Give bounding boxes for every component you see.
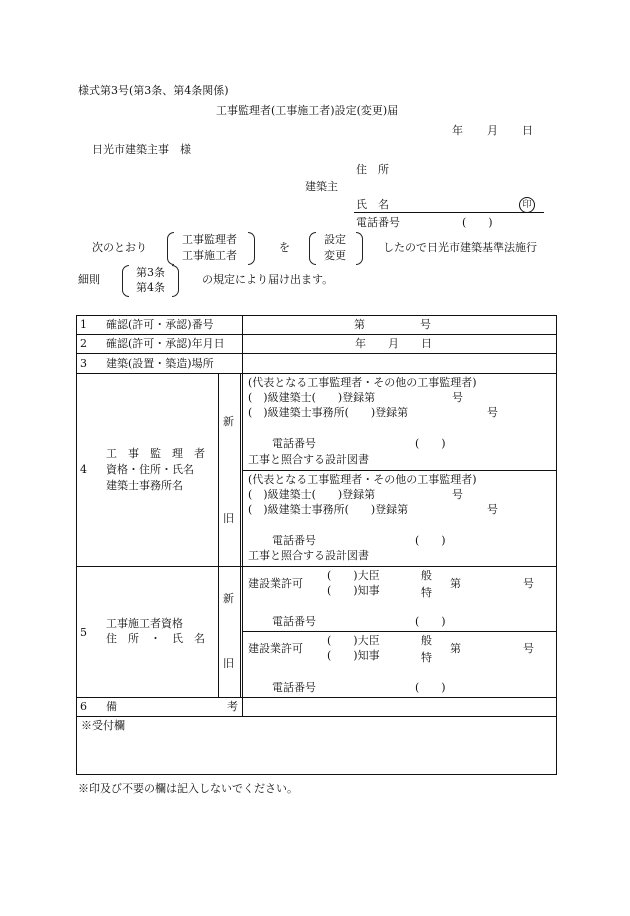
row4-new-label: 新 bbox=[223, 415, 234, 428]
row3-label: 建築(設置・築造)場所 bbox=[106, 357, 214, 370]
date-day: 日 bbox=[522, 124, 533, 137]
new-minister: ( )大臣 bbox=[327, 569, 380, 582]
new-phone-paren: ( ) bbox=[415, 437, 446, 450]
name-underline bbox=[354, 212, 544, 213]
column-divider bbox=[242, 315, 243, 717]
row5-new-label: 新 bbox=[223, 592, 234, 605]
statement-prefix: 次のとおり bbox=[92, 241, 147, 254]
date-month: 月 bbox=[487, 124, 498, 137]
right-brace bbox=[248, 232, 255, 265]
statement-particle: を bbox=[279, 241, 290, 254]
new-representative-line: (代表となる工事監理者・その他の工事監理者) bbox=[248, 376, 477, 389]
seal-mark: 印 bbox=[519, 197, 535, 213]
row5-number: 5 bbox=[80, 626, 87, 639]
row5-new-phone-paren: ( ) bbox=[415, 615, 446, 628]
row2-value: 年 月 日 bbox=[355, 337, 432, 350]
address-label: 住 所 bbox=[356, 163, 389, 176]
row4-old-label: 旧 bbox=[223, 512, 234, 525]
old-governor: ( )知事 bbox=[327, 649, 380, 662]
row3-number: 3 bbox=[80, 357, 87, 370]
right-brace bbox=[356, 232, 363, 265]
row2-number: 2 bbox=[80, 337, 87, 350]
option-contractor: 工事施工者 bbox=[182, 249, 237, 262]
old-phone-label: 電話番号 bbox=[272, 534, 316, 547]
receipt-label: ※受付欄 bbox=[81, 719, 125, 732]
applicant-role: 建築主 bbox=[305, 180, 338, 193]
row1-value: 第 号 bbox=[354, 318, 431, 331]
left-brace bbox=[167, 232, 174, 265]
left-brace bbox=[309, 232, 316, 265]
new-license-label: 建設業許可 bbox=[248, 577, 303, 590]
date-year: 年 bbox=[452, 124, 463, 137]
old-license-dai: 第 bbox=[450, 642, 461, 655]
old-design-docs: 工事と照合する設計図書 bbox=[248, 549, 369, 562]
row5-old-phone-paren: ( ) bbox=[415, 681, 446, 694]
form-title: 工事監理者(工事施工者)設定(変更)届 bbox=[216, 104, 399, 117]
row4-label-line1: 工 事 監 理 者 bbox=[106, 447, 205, 460]
row2-label: 確認(許可・承認)年月日 bbox=[106, 337, 225, 350]
option-change: 変更 bbox=[324, 249, 346, 262]
right-brace bbox=[172, 265, 179, 297]
old-license-go: 号 bbox=[523, 642, 534, 655]
old-general: 般 bbox=[421, 634, 432, 647]
receipt-box bbox=[76, 716, 557, 775]
option-supervisor: 工事監理者 bbox=[182, 233, 237, 246]
old-license-label: 建設業許可 bbox=[248, 642, 303, 655]
statement-line2-prefix: 細則 bbox=[78, 273, 100, 286]
new-phone-label: 電話番号 bbox=[272, 437, 316, 450]
new-license-dai: 第 bbox=[450, 577, 461, 590]
row-divider bbox=[242, 470, 557, 471]
new-special: 特 bbox=[421, 586, 432, 599]
footnote: ※印及び不要の欄は記入しないでください。 bbox=[78, 782, 298, 795]
row5-label-line1: 工事施工者資格 bbox=[106, 617, 183, 630]
applicant-phone-label: 電話番号 bbox=[356, 216, 400, 229]
new-office-go: 号 bbox=[487, 406, 498, 419]
row4-label-line3: 建築士事務所名 bbox=[106, 479, 183, 492]
old-architect-line: ( )級建築士( )登録第 bbox=[248, 488, 376, 501]
old-architect-go: 号 bbox=[452, 488, 463, 501]
option-article4: 第4条 bbox=[136, 281, 165, 294]
new-office-line: ( )級建築士事務所( )登録第 bbox=[248, 406, 409, 419]
row1-number: 1 bbox=[80, 318, 87, 331]
applicant-phone-paren: ( ) bbox=[462, 216, 493, 229]
old-office-line: ( )級建築士事務所( )登録第 bbox=[248, 503, 409, 516]
statement-line2-suffix: の規定により届け出ます。 bbox=[202, 273, 334, 286]
left-brace bbox=[122, 265, 129, 297]
row1-label: 確認(許可・承認)番号 bbox=[106, 318, 214, 331]
option-article3: 第3条 bbox=[136, 266, 165, 279]
row6-number: 6 bbox=[80, 700, 87, 713]
addressee: 日光市建築主事 様 bbox=[92, 143, 191, 156]
row-divider bbox=[76, 697, 557, 698]
name-label: 氏 名 bbox=[356, 198, 389, 211]
row5-old-label: 旧 bbox=[223, 657, 234, 670]
statement-suffix: したので日光市建築基準法施行 bbox=[383, 241, 537, 254]
form-number: 様式第3号(第3条、第4条関係) bbox=[78, 84, 229, 97]
column-divider bbox=[240, 373, 241, 697]
row-divider bbox=[76, 566, 557, 567]
new-governor: ( )知事 bbox=[327, 584, 380, 597]
row-divider bbox=[76, 353, 557, 354]
row4-label-line2: 資格・住所・氏名 bbox=[106, 463, 194, 476]
old-office-go: 号 bbox=[487, 503, 498, 516]
row4-number: 4 bbox=[80, 463, 87, 476]
old-representative-line: (代表となる工事監理者・その他の工事監理者) bbox=[248, 473, 477, 486]
new-general: 般 bbox=[421, 569, 432, 582]
row5-old-phone-label: 電話番号 bbox=[272, 681, 316, 694]
column-divider bbox=[218, 373, 219, 697]
old-phone-paren: ( ) bbox=[415, 534, 446, 547]
new-license-go: 号 bbox=[523, 577, 534, 590]
new-design-docs: 工事と照合する設計図書 bbox=[248, 453, 369, 466]
row-divider bbox=[242, 631, 557, 632]
row6-label: 備 考 bbox=[106, 700, 238, 713]
option-set: 設定 bbox=[324, 233, 346, 246]
row5-label-line2: 住 所 ・ 氏 名 bbox=[106, 632, 205, 645]
old-minister: ( )大臣 bbox=[327, 634, 380, 647]
row-divider bbox=[76, 373, 557, 374]
row-divider bbox=[76, 334, 557, 335]
new-architect-go: 号 bbox=[452, 391, 463, 404]
row5-new-phone-label: 電話番号 bbox=[272, 615, 316, 628]
old-special: 特 bbox=[421, 651, 432, 664]
new-architect-line: ( )級建築士( )登録第 bbox=[248, 391, 376, 404]
